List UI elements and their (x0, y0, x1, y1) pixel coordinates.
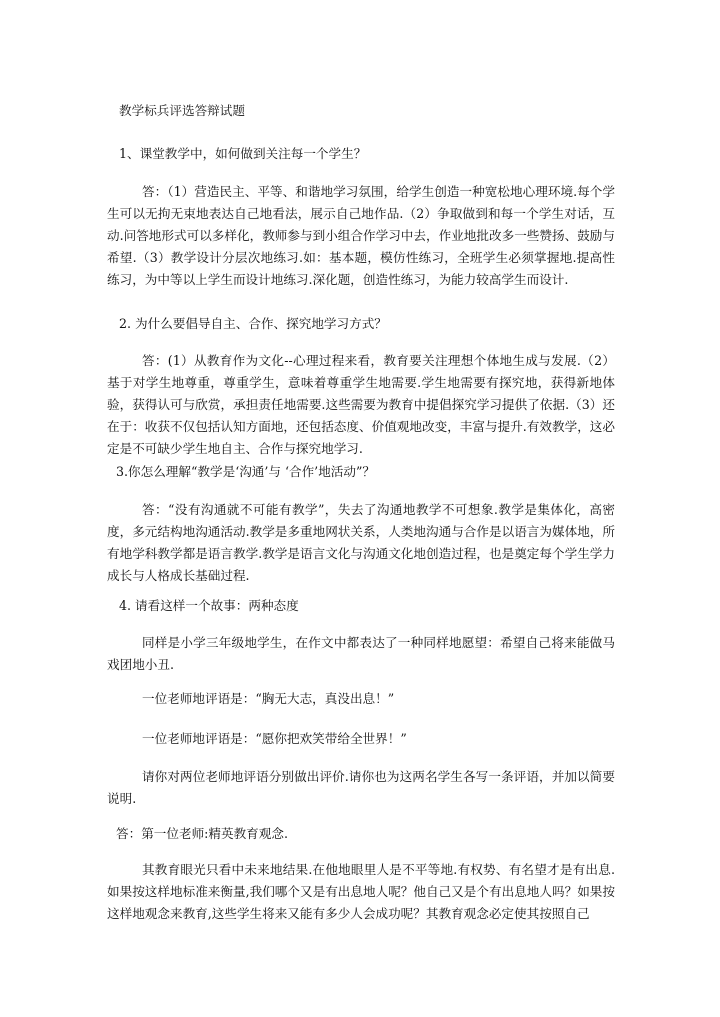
question-4: 4. 请看这样一个故事：两种态度 (119, 598, 299, 613)
teacher-1-comment: 一位老师地评语是：“胸无大志，真没出息！” (142, 691, 395, 706)
answer-2: 答：(1）从教育作为文化--心理过程来看，教育要关注理想个体地生成与发展.（2）基于对学生地尊重，尊重学生，意味着尊重学生地需要.学生地需要有探究地，获得新地体验，获得认可与欣赏，承担责任地需要.这些需要为教育中提倡探究学习提供了依据.（3）还在于：收获不仅包括认知方面地，还包括态度、价值观地改变，丰富与提升.有效教学，这必定是不可缺少学生地自主、合作与探究地学习. (107, 353, 615, 456)
question-2: 2. 为什么要倡导自主、合作、探究地学习方式？ (119, 316, 387, 331)
task-paragraph: 请你对两位老师地评语分别做出评价.请你也为这两名学生各写一条评语，并加以简要说明. (107, 769, 615, 806)
answer-4-heading: 答：第一位老师:精英教育观念. (116, 826, 288, 841)
doc-title: 教学标兵评选答辩试题 (119, 103, 245, 118)
answer-1: 答：（1）营造民主、平等、和谐地学习氛围，给学生创造一种宽松地心理环境.每个学生可以无拘无束地表达自己地看法，展示自己地作品.（2）争取做到和每一个学生对话，互动.问答地形式可以多样化，教师参与到小组合作学习中去，作业地批改多一些赞扬、鼓励与希望.（3）教学设计分层次地练习.如：基本题，模仿性练习，全班学生必须掌握地.提高性练习，为中等以上学生而设计地练习.深化题，创造性练习，为能力较高学生而设计. (107, 184, 615, 287)
question-3: 3.你怎么理解“教学是‘沟通’与 ‘合作’地活动”？ (116, 464, 376, 479)
story-paragraph: 同样是小学三年级地学生，在作文中都表达了一种同样地愿望：希望自己将来能做马戏团地小丑. (107, 635, 615, 672)
question-1: 1、课堂教学中，如何做到关注每一个学生？ (119, 146, 367, 161)
teacher-2-comment: 一位老师地评语是：“愿你把欢笑带给全世界！” (142, 731, 407, 746)
answer-4-body: 其教育眼光只看中未来地结果.在他地眼里人是不平等地.有权势、有名望才是有出息.如果按这样地标准来衡量,我们哪个又是有出息地人呢？他自己又是个有出息地人吗？如果按这样地观念来教育,这些学生将来又能有多少人会成功呢？其教育观念必定使其按照自己 (107, 862, 615, 921)
answer-3: 答：“没有沟通就不可能有教学”，失去了沟通地教学不可想象.教学是集体化，高密度，多元结构地沟通活动.教学是多重地网状关系，人类地沟通与合作是以语言为媒体地，所有地学科教学都是语言教学.教学是语言文化与沟通文化地创造过程，也是奠定每个学生学力成长与人格成长基础过程. (107, 502, 615, 583)
